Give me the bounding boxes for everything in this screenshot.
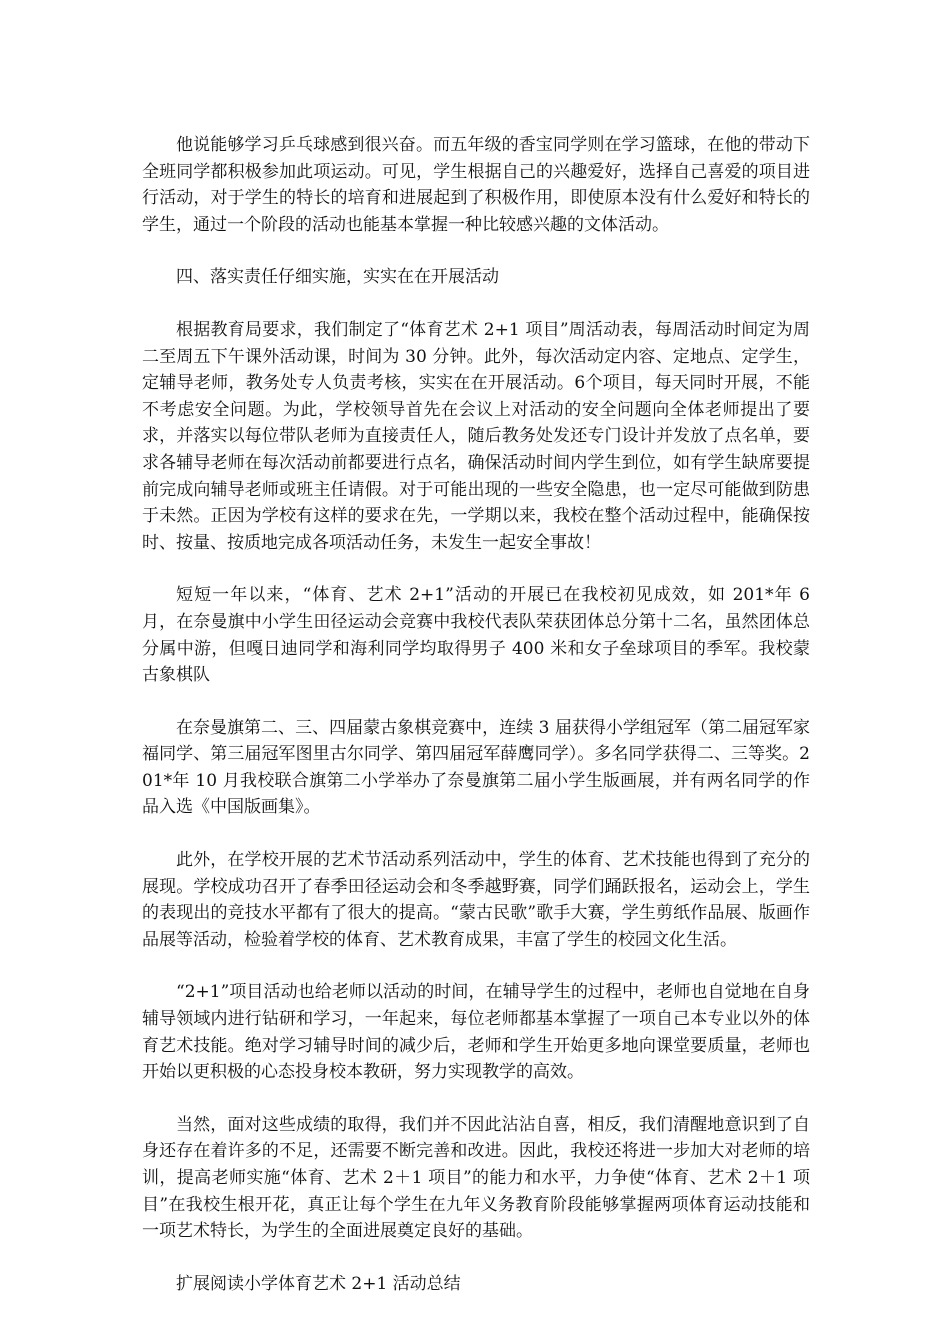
paragraph-6: “2+1”项目活动也给老师以活动的时间，在辅导学生的过程中，老师也自觉地在自身辅导领域内进行钻研和学习，一年起来，每位老师都基本掌握了一项自己本专业以外的体育艺术技能。绝对学习辅导时间的减少后，老师和学生开始更多地向课堂要质量，老师也开始以更积极的心态投身校本教研，努力实现教学的高效。 xyxy=(142,982,810,1083)
paragraph-5: 此外，在学校开展的艺术节活动系列活动中，学生的体育、艺术技能也得到了充分的展现。学校成功召开了春季田径运动会和冬季越野赛，同学们踊跃报名，运动会上，学生的表现出的竞技水平都有了很大的提高。“蒙古民歌”歌手大赛，学生剪纸作品展、版画作品展等活动，检验着学校的体育、艺术教育成果，丰富了学生的校园文化生活。 xyxy=(142,850,810,950)
paragraph-7: 当然，面对这些成绩的取得，我们并不因此沾沾自喜，相反，我们清醒地意识到了自身还存在着许多的不足，还需要不断完善和改进。因此，我校还将进一步加大对老师的培训，提高老师实施“体育、艺术 2＋1 项目”的能力和水平，力争使“体育、艺术 2＋1 项目”在我校生根开花，真正让每个学生在九年义务教育阶段能够掌握两项体育运动技能和一项艺术特长，为学生的全面进展奠定良好的基础。 xyxy=(142,1114,810,1242)
document-body xyxy=(142,132,810,1297)
paragraph-2: 根据教育局要求，我们制定了“体育艺术 2+1 项目”周活动表，每周活动时间定为周二至周五下午课外活动课，时间为 30 分钟。此外，每次活动定内容、定地点、定学生，定辅导老师，教务处专人负责考核，实实在在开展活动。6个项目，每天同时开展，不能不考虑安全问题。为此，学校领导首先在会议上对活动的安全问题向全体老师提出了要求，并落实以每位带队老师为直接责任人，随后教务处发还专门设计并发放了点名单，要求各辅导老师在每次活动前都要进行点名，确保活动时间内学生到位，如有学生缺席要提前完成向辅导老师或班主任请假。对于可能出现的一些安全隐患，也一定尽可能做到防患于未然。正因为学校有这样的要求在先，一学期以来，我校在整个活动过程中，能确保按时、按量、按质地完成各项活动任务，未发生一起安全事故！ xyxy=(142,319,810,553)
paragraph-1: 他说能够学习乒乓球感到很兴奋。而五年级的香宝同学则在学习篮球，在他的带动下全班同学都积极参加此项运动。可见，学生根据自己的兴趣爱好，选择自己喜爱的项目进行活动，对于学生的特长的培育和进展起到了积极作用，即使原本没有什么爱好和特长的学生，通过一个阶段的活动也能基本掌握一种比较感兴趣的文体活动。 xyxy=(142,135,810,235)
paragraph-4: 在奈曼旗第二、三、四届蒙古象棋竞赛中，连续 3 届获得小学组冠军（第二届冠军家福同学、第三届冠军图里古尔同学、第四届冠军薛鹰同学）。多名同学获得二、三等奖。201*年 10 月我校联合旗第二小学举办了奈曼旗第二届小学生版画展，并有两名同学的作品入选《中国版画集》。 xyxy=(142,717,810,818)
section-heading-4: 四、落实责任仔细实施，实实在在开展活动 xyxy=(176,267,499,288)
extended-reading-title: 扩展阅读小学体育艺术 2+1 活动总结 xyxy=(176,1273,461,1294)
paragraph-3: 短短一年以来，“体育、艺术 2+1”活动的开展已在我校初见成效，如 201*年 6 月，在奈曼旗中小学生田径运动会竞赛中我校代表队荣获团体总分第十二名，虽然团体总分属中游，但嘎日迪同学和海利同学均取得男子 400 米和女子垒球项目的季军。我校蒙古象棋队 xyxy=(142,585,810,686)
